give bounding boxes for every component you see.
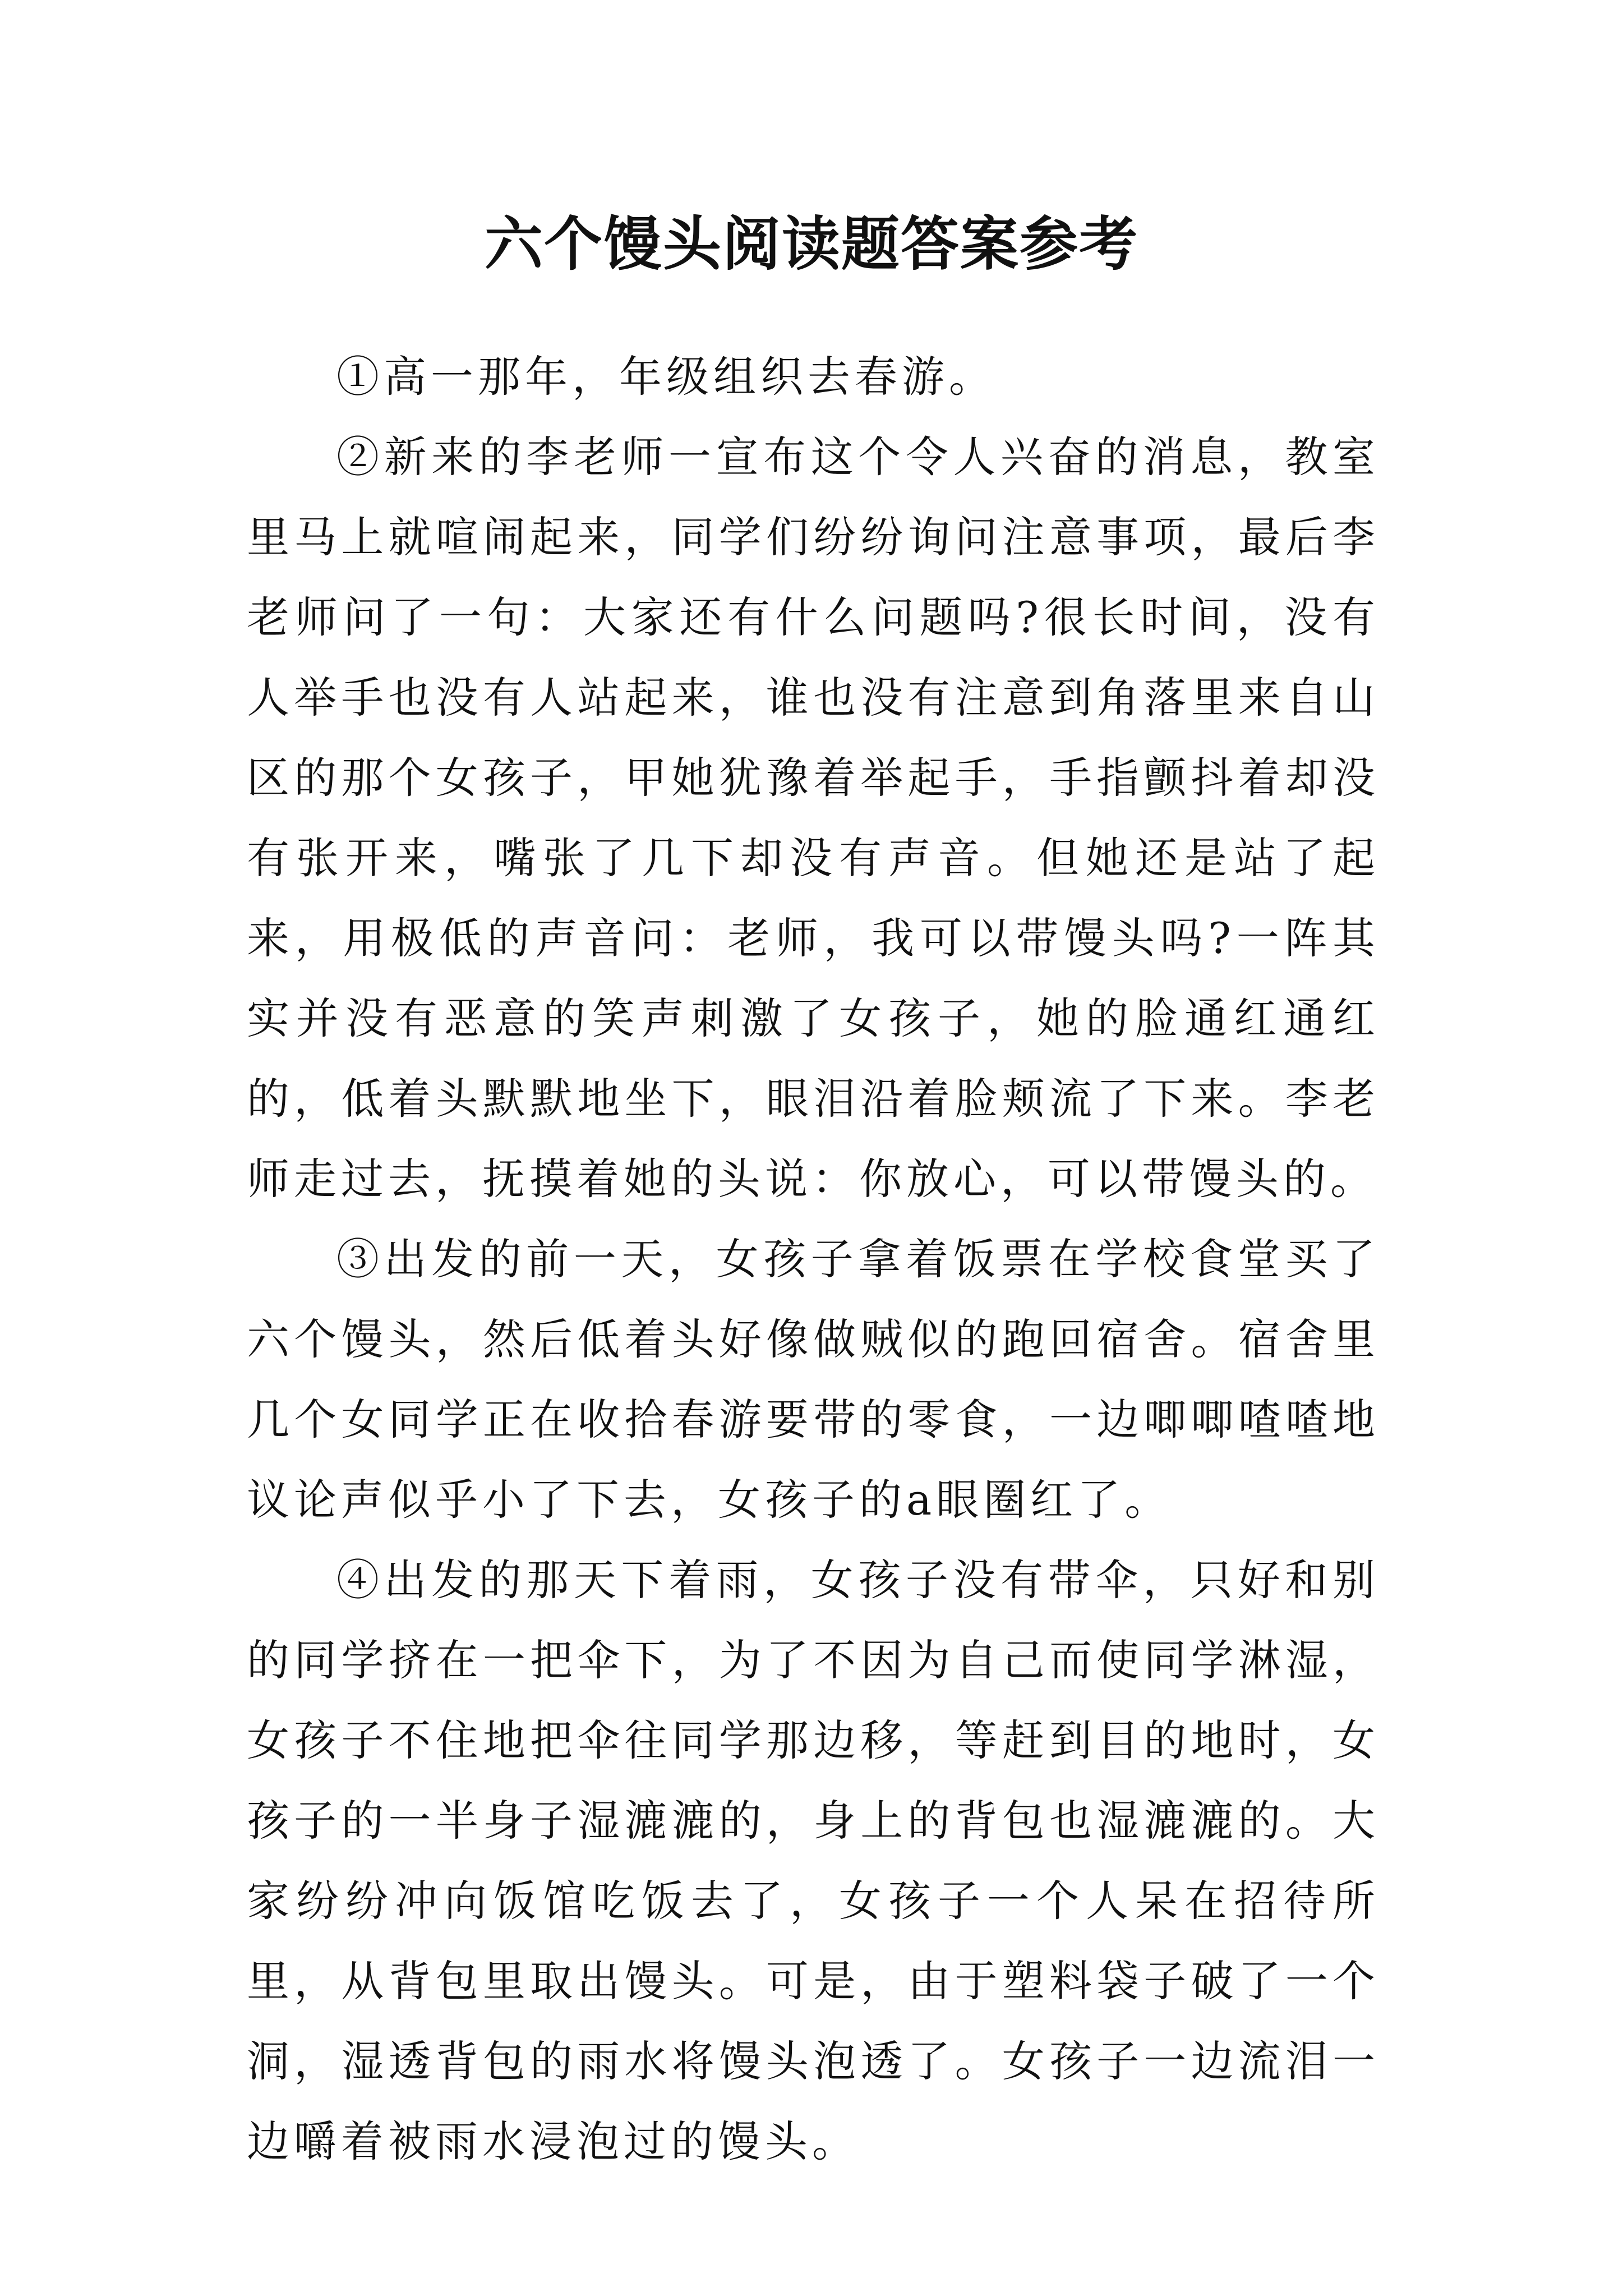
paragraph-4: ④出发的那天下着雨，女孩子没有带伞，只好和别的同学挤在一把伞下，为了不因为自己而使同学淋湿，女孩子不住地把伞往同学那边移，等赶到目的地时，女孩子的一半身子湿漉漉的，身上的背包也湿漉漉的。大家纷纷冲向饭馆吃饭去了，女孩子一个人呆在招待所里，从背包里取出馒头。可是，由于塑料袋子破了一个洞，湿透背包的雨水将馒头泡透了。女孩子一边流泪一边嚼着被雨水浸泡过的馒头。: [247, 1555, 1380, 2166]
paragraph-3: ③出发的前一天，女孩子拿着饭票在学校食堂买了六个馒头，然后低着头好像做贼似的跑回宿舍。宿舍里几个女同学正在收拾春游要带的零食，一边唧唧喳喳地议论声似乎小了下去，女孩子的a眼圈红了。: [247, 1234, 1380, 1525]
document-body: [247, 337, 1380, 2182]
paragraph-1: ①高一那年，年级组织去春游。: [336, 352, 996, 402]
document-title: 六个馒头阅读题答案参考: [484, 209, 1138, 278]
paragraph-2: ②新来的李老师一宣布这个令人兴奋的消息，教室里马上就喧闹起来，同学们纷纷询问注意事项，最后李老师问了一句：大家还有什么问题吗?很长时间，没有人举手也没有人站起来，谁也没有注意到角落里来自山区的那个女孩子，甲她犹豫着举起手，手指颤抖着却没有张开来，嘴张了几下却没有声音。但她还是站了起来，用极低的声音问：老师，我可以带馒头吗?一阵其实并没有恶意的笑声刺激了女孩子，她的脸通红通红的，低着头默默地坐下，眼泪沿着脸颊流了下来。李老师走过去，抚摸着她的头说：你放心，可以带馒头的。: [247, 432, 1380, 1204]
